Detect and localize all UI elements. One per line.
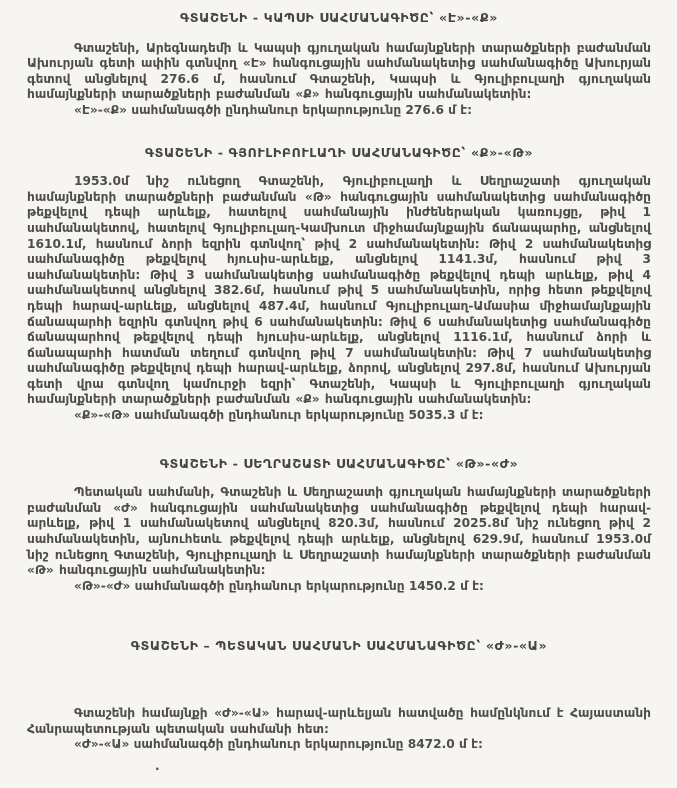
section-body-gtashen-seghrashat: Պետական սահմանի, Գտաշենի և Սեղրաշատի գյուղական համայնքների տարածքների բաժանման «Ժ» հանգուցային սահմանակետից սահմանագիծը թեքվելով դեպի հարավ-արևելք, թիվ 1 սահմանակետով անցնելով 820.3մ, հասնում 2025.8մ նիշ ունեցող թիվ 2 սահմանակետին, այնուհետև թեքվելով դեպի արևելք, անցնելով 629.9մ, հասնում 1953.0մ նիշ ունեցող Գտաշենի, Գյուլիբուլաղի և Սեղրաշատի համայնքների տարածքների բաժանման «Թ» հանգուցային սահմանակետին: xyxy=(27,485,651,578)
section-heading-gtashen-seghrashat: ԳՏԱՇԵՆԻ - ՍԵՂՐԱՇԱՏԻ ՍԱՀՄԱՆԱԳԻԾԸ՝ «Թ»-«Ժ» xyxy=(159,455,519,471)
section-gtashen-gyulibulagh xyxy=(27,145,651,424)
section-gtashen-kapsi xyxy=(27,10,651,119)
section-heading-gtashen-kapsi: ԳՏԱՇԵՆԻ - ԿԱՊՍԻ ՍԱՀՄԱՆԱԳԻԾԸ՝ «Է»-«Ք» xyxy=(180,10,498,25)
section-summary-gtashen-state-border: «Ժ»-«Ա» սահմանագծի ընդհանուր երկարությունը 8472.0 մ է: xyxy=(74,737,483,752)
section-summary-gtashen-seghrashat: «Թ»-«Ժ» սահմանագծի ընդհանուր երկարությունը 1450.2 մ է: xyxy=(74,578,484,593)
section-gtashen-state-border xyxy=(27,638,651,752)
section-body-gtashen-kapsi: Գտաշենի, Արեգնադեմի և Կապսի գյուղական համայնքների տարածքների բաժանման Ախուրյան գետի ափին գտնվող «Է» հանգուցային սահմանակետից սահմանագիծը Ախուրյան գետով անցնելով 276.6 մ, հասնում Գտաշենի, Կապսի և Գյուլիբուլաղի գյուղական համայնքների տարածքների բաժանման «Ք» հանգուցային սահմանակետին: xyxy=(27,40,651,102)
section-heading-gtashen-gyulibulagh: ԳՏԱՇԵՆԻ - ԳՅՈՒԼԻԲՈՒԼԱՂԻ ՍԱՀՄԱՆԱԳԻԾԸ՝ «Ք»-«Թ» xyxy=(144,144,534,160)
section-summary-gtashen-gyulibulagh: «Ք»-«Թ» սահմանագծի ընդհանուր երկարությունը 5035.3 մ է: xyxy=(74,408,484,423)
section-heading-gtashen-state-border: ԳՏԱՇԵՆԻ – ՊԵՏԱԿԱՆ ՍԱՀՄԱՆԻ ՍԱՀՄԱՆԱԳԻԾԸ՝ «Ժ»-«Ա» xyxy=(130,638,548,654)
section-body-gtashen-gyulibulagh: 1953.0մ նիշ ունեցող Գտաշենի, Գյուլիբուլաղի և Սեղրաշատի գյուղական համայնքների տարածքների բաժանման «Թ» հանգուցային սահմանակետից սահմանագիծը թեքվելով դեպի արևելք, հատելով սահմանային ինժեներական կառույցը, թիվ 1 սահմանակետով, հատելով Գյուլիբուլաղ-Կամխուտ միջհամայնքային ճանապարհը, անցնելով 1610.1մ, հասնում ձորի եզրին գտնվող՝ թիվ 2 սահմանակետին: Թիվ 2 սահմանակետից սահմանագիծը թեքվելով հյուսիս-արևելք, անցնելով 1141.3մ, հասնում թիվ 3 սահմանակետին: Թիվ 3 սահմանակետից սահմանագիծը թեքվելով դեպի արևելք, թիվ 4 սահմանակետով անցնելով 382.6մ, հասնում թիվ 5 սահմանակետին, որից հետո թեքվելով դեպի հարավ-արևելք, անցնելով 487.4մ, հասնում Գյուլիբուլաղ-Ամասիա միջհամայնքային ճանապարհի եզրին գտնվող թիվ 6 սահմանակետին: Թիվ 6 սահմանակետից սահմանագիծը ճանապարհով թեքվելով դեպի հյուսիս-արևելք, անցնելով 1116.1մ, հասնում ձորի և ճանապարհի հատման տեղում գտնվող թիվ 7 սահմանակետին: Թիվ 7 սահմանակետից սահմանագիծը թեքվելով դեպի հարավ-արևելք, ձորով, անցնելով 297.8մ, հասնում Ախուրյան գետի վրա գտնվող կամուրջի եզրի՝ Գտաշենի, Կապսի և Գյուլիբուլաղի գյուղական համայնքների տարածքների բաժանման «Ք» հանգուցային սահմանակետին: xyxy=(27,174,651,407)
section-body-gtashen-state-border: Գտաշենի համայնքի «Ժ»-«Ա» հարավ-արևելյան հատվածը համընկնում է Հայաստանի Հանրապետության պետական սահմանի հետ: xyxy=(27,706,651,736)
trailing-period-mark: . xyxy=(155,758,160,773)
section-summary-gtashen-kapsi: «Է»-«Ք» սահմանագծի ընդհանուր երկարությունը 276.6 մ է: xyxy=(74,102,473,117)
section-gtashen-seghrashat xyxy=(27,456,651,595)
